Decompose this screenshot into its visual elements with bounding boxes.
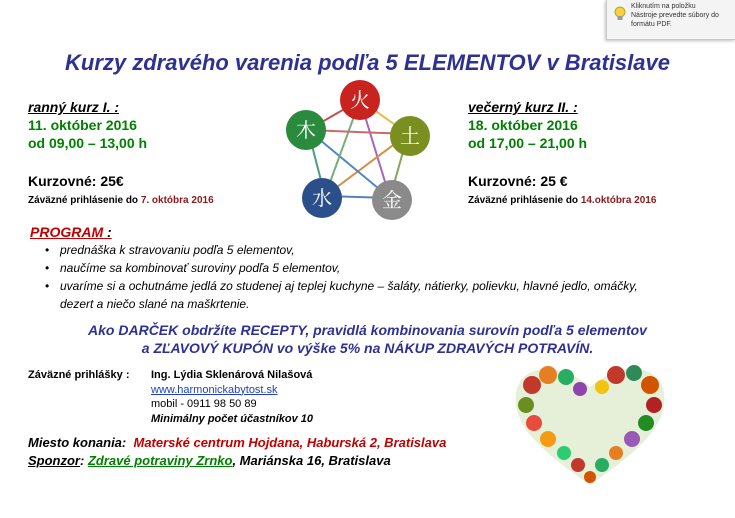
course-name: ranný kurz I. : (28, 99, 120, 115)
venue-label: Miesto konania: (28, 435, 127, 450)
vegetable-heart-image (510, 355, 670, 490)
minimum-participants: Minimálny počet účastníkov 10 (151, 412, 313, 425)
program-heading (30, 224, 112, 240)
contact-name: Ing. Lýdia Sklenárová Nilašová (151, 369, 313, 381)
fire-element (340, 80, 380, 120)
earth-element (390, 116, 430, 156)
course-deadline (468, 192, 656, 210)
wood-element (286, 110, 326, 150)
program-item (30, 259, 720, 277)
program-item-text: uvaríme si a ochutnáme jedlá zo studenej aj teplej kuchyne – šaláty, nátierky, polievku, hlavné jedlo, omáčky, (60, 279, 638, 293)
program-title: PROGRAM (30, 224, 104, 240)
water-symbol: 水 (312, 186, 332, 210)
deadline-date: 7. októbra 2016 (140, 195, 214, 206)
registration-details (151, 368, 313, 426)
tooltip-line-1: Kliknutím na položku (631, 3, 696, 10)
course-time: od 09,00 – 13,00 h (28, 135, 148, 151)
title-part-1: Kurzy zdravého varenia podľa (65, 50, 386, 75)
course-name: večerný kurz II. : (468, 99, 578, 115)
fire-symbol: 火 (350, 88, 370, 112)
contact-mobile: mobil - 0911 98 50 89 (151, 398, 257, 410)
program-list (30, 241, 720, 313)
program-item (30, 277, 720, 313)
program-item (30, 241, 720, 259)
sponsor-address: , Mariánska 16, Bratislava (232, 453, 391, 468)
earth-symbol: 土 (400, 124, 420, 148)
deadline-label: Záväzné prihlásenie do (468, 195, 581, 206)
deadline-label: Záväzné prihlásenie do (28, 195, 141, 206)
pdf-tooltip (606, 0, 735, 40)
deadline-date: 14.októbra 2016 (580, 195, 657, 206)
tooltip-line-2: Nástroje prevedte súbory do (631, 12, 719, 19)
title-part-3: v Bratislave (540, 50, 670, 75)
water-element (302, 178, 342, 218)
five-elements-graphic (280, 78, 440, 228)
venue-sponsor (28, 434, 446, 470)
evening-course (468, 98, 656, 210)
registration-label: Záväzné prihlášky : (28, 369, 130, 381)
gift-line-1: Ako DARČEK obdržíte RECEPTY, pravidlá kombinovania surovín podľa 5 elementov (88, 322, 647, 338)
morning-course (28, 98, 214, 210)
wood-symbol: 木 (296, 118, 316, 142)
program-item-text: naučíme sa kombinovať suroviny podľa 5 elementov, (60, 261, 341, 275)
program-colon: : (103, 224, 112, 240)
course-price: Kurzovné: 25€ (28, 173, 124, 189)
venue-value: Materské centrum Hojdana, Haburská 2, Bratislava (133, 435, 447, 450)
program-item-continuation: dezert a niečo slané na maškrtenie. (60, 297, 250, 311)
course-date: 18. október 2016 (468, 117, 578, 133)
metal-element (372, 180, 412, 220)
tooltip-line-3: formátu PDF. (631, 21, 672, 28)
sponsor-label: Sponzor (28, 453, 80, 468)
program-item-text: prednáška k stravovaniu podľa 5 elementov, (60, 243, 295, 257)
venue-line (28, 434, 446, 452)
metal-symbol: 金 (382, 188, 402, 212)
website-link[interactable]: www.harmonickabytost.sk (151, 383, 278, 396)
gift-line-2: a ZĽAVOVÝ KUPÓN vo výške 5% na NÁKUP ZDRAVÝCH POTRAVÍN. (141, 340, 594, 356)
course-price: Kurzovné: 25 € (468, 173, 568, 189)
course-time: od 17,00 – 21,00 h (468, 135, 588, 151)
course-date: 11. október 2016 (28, 117, 137, 133)
page-title (0, 50, 735, 76)
sponsor-colon: : (80, 453, 88, 468)
lightbulb-icon (614, 6, 626, 22)
sponsor-name: Zdravé potraviny Zrnko (87, 453, 233, 468)
sponsor-line (28, 452, 446, 470)
course-deadline (28, 192, 214, 210)
gift-notice (0, 321, 735, 357)
title-part-2: 5 ELEMENTOV (385, 50, 541, 75)
